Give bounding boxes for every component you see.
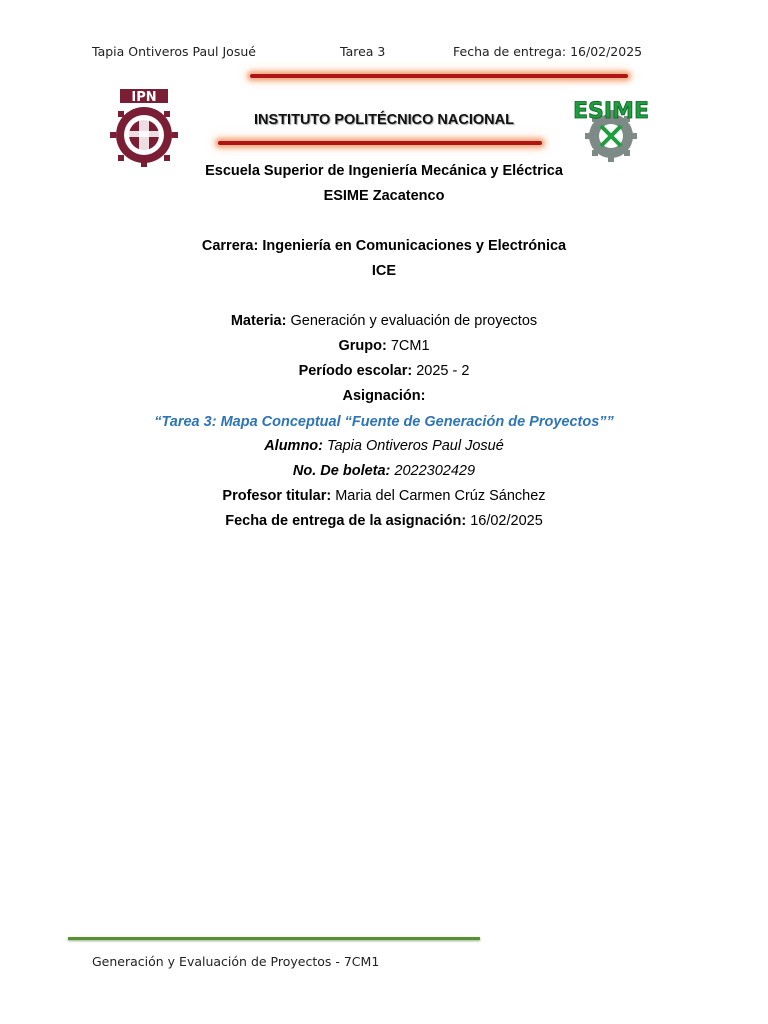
boleta-value: 2022302429 (394, 463, 476, 479)
student-label: Alumno: (264, 438, 323, 454)
header-task: Tarea 3 (340, 44, 386, 59)
mid-red-divider (218, 141, 542, 145)
subject-line (84, 313, 684, 329)
assignment-title: “Tarea 3: Mapa Conceptual “Fuente de Generación de Proyectos”” (154, 414, 614, 430)
top-red-divider (250, 74, 628, 78)
delivery-line (84, 513, 684, 529)
subject-value: Generación y evaluación de proyectos (290, 313, 538, 329)
period-line (84, 363, 684, 379)
header-due-date: Fecha de entrega: 16/02/2025 (453, 44, 643, 59)
period-label: Período escolar: (298, 363, 413, 379)
career-abbr: ICE (371, 263, 397, 279)
esime-logo (568, 86, 654, 166)
career-line (84, 238, 684, 254)
boleta-label: No. De boleta: (292, 463, 391, 479)
assignment-label: Asignación: (342, 388, 426, 404)
professor-value: Maria del Carmen Crúz Sánchez (335, 488, 546, 504)
delivery-label: Fecha de entrega de la asignación: (225, 513, 467, 529)
footer-green-divider (68, 937, 480, 940)
delivery-value: 16/02/2025 (470, 513, 543, 529)
esime-logo-text: ESIME (573, 99, 649, 124)
group-line (84, 338, 684, 354)
ipn-logo (106, 87, 182, 167)
header-author: Tapia Ontiveros Paul Josué (92, 44, 256, 59)
professor-line (84, 488, 684, 504)
career-label: Carrera: (201, 238, 259, 254)
footer-text: Generación y Evaluación de Proyectos - 7CM1 (92, 954, 380, 969)
school-campus: ESIME Zacatenco (323, 188, 445, 204)
ipn-logo-text: IPN (131, 90, 157, 105)
institute-title: INSTITUTO POLITÉCNICO NACIONAL (254, 112, 514, 128)
group-value: 7CM1 (390, 338, 430, 354)
group-label: Grupo: (338, 338, 387, 354)
subject-label: Materia: (230, 313, 287, 329)
school-name: Escuela Superior de Ingeniería Mecánica y Eléctrica (205, 163, 563, 179)
student-line (84, 438, 684, 454)
student-value: Tapia Ontiveros Paul Josué (327, 438, 504, 454)
period-value: 2025 - 2 (416, 363, 470, 379)
professor-label: Profesor titular: (222, 488, 332, 504)
boleta-line (84, 463, 684, 479)
career-value: Ingeniería en Comunicaciones y Electrónica (262, 238, 567, 254)
